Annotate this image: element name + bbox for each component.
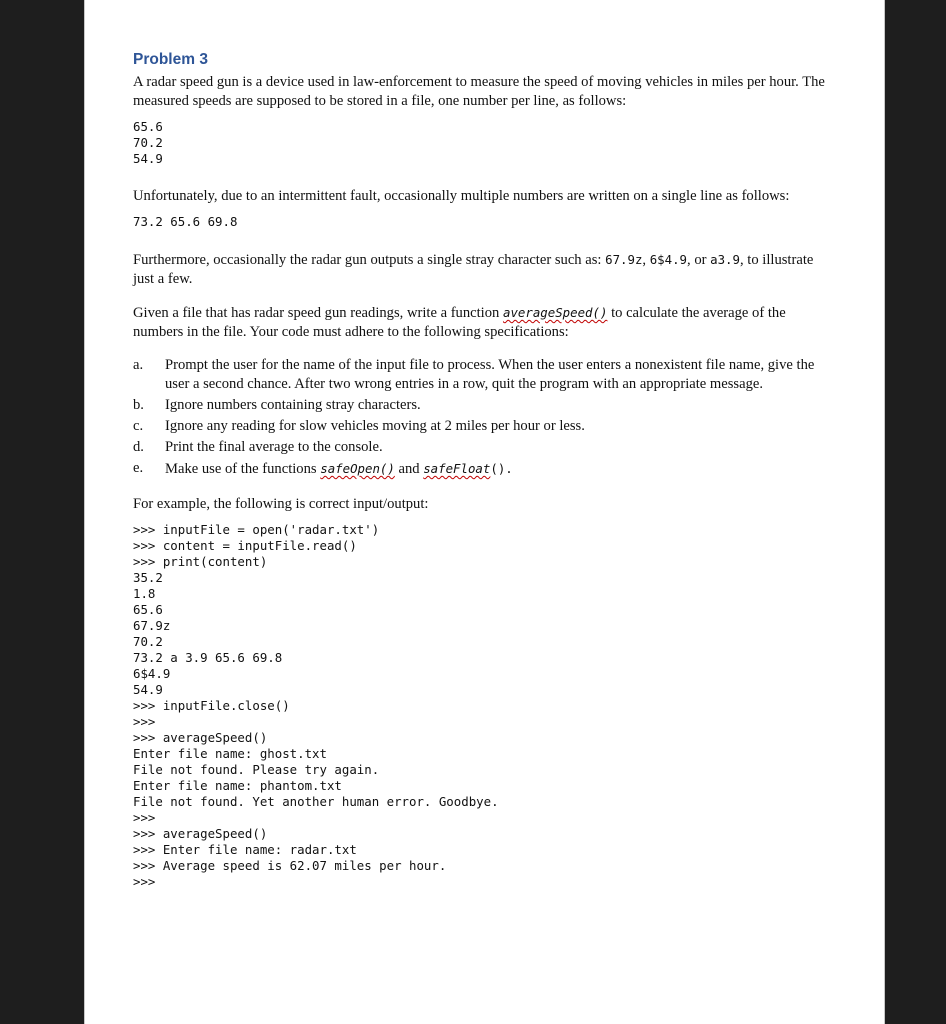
- session-line: 65.6: [133, 602, 163, 617]
- spec-item: d. Print the final average to the console.: [133, 439, 383, 455]
- sample-line: 70.2: [133, 135, 163, 150]
- specifications-list: [133, 356, 838, 479]
- problem-title: Problem 3: [133, 51, 208, 68]
- session-line: >>>: [133, 874, 156, 889]
- stray-example: a3.9: [710, 252, 740, 267]
- document-content: [133, 50, 838, 890]
- session-line: >>> inputFile = open('radar.txt'): [133, 522, 380, 537]
- session-line: 70.2: [133, 634, 163, 649]
- fault-paragraph: Unfortunately, due to an intermittent fault, occasionally multiple numbers are written on a single line as follows:: [133, 188, 790, 204]
- spec-item: a. Prompt the user for the name of the input file to process. When the user enters a nonexistent file name, give the user a second chance. After two wrong entries in a row, quit the program with an appropriate message.: [133, 357, 815, 392]
- session-line: 6$4.9: [133, 666, 171, 681]
- session-line: 67.9z: [133, 618, 171, 633]
- interactive-session: [133, 522, 838, 890]
- session-line: 35.2: [133, 570, 163, 585]
- function-name: safeOpen(): [320, 461, 395, 476]
- stray-sep: , or: [687, 252, 711, 268]
- stray-text: Furthermore, occasionally the radar gun outputs a single stray character such as:: [133, 252, 606, 268]
- session-line: 54.9: [133, 682, 163, 697]
- session-line: >>>: [133, 810, 156, 825]
- session-line: >>> content = inputFile.read(): [133, 538, 357, 553]
- stray-example: 67.9z: [605, 252, 643, 267]
- task-paragraph: [133, 303, 838, 342]
- spec-item: e. Make use of the functions safeOpen() and safeFloat().: [133, 460, 513, 477]
- sample-line: 65.6: [133, 119, 163, 134]
- document-page: [84, 0, 885, 1024]
- spec-item: b. Ignore numbers containing stray characters.: [133, 397, 421, 413]
- intro-paragraph: A radar speed gun is a device used in law-enforcement to measure the speed of moving vehicles in miles per hour. The measured speeds are supposed to be stored in a file, one number per line, as follows:: [133, 74, 825, 109]
- function-name: safeFloat: [423, 461, 491, 476]
- sample-line: 73.2 65.6 69.8: [133, 214, 238, 229]
- sample-file-multi-per-line: [133, 214, 838, 230]
- session-line: File not found. Yet another human error. Goodbye.: [133, 794, 499, 809]
- session-line: 1.8: [133, 586, 156, 601]
- session-line: Enter file name: ghost.txt: [133, 746, 327, 761]
- task-text: to calculate the average of the numbers in the file. Your code must adhere to the following specifications:: [133, 305, 786, 340]
- session-line: >>>: [133, 714, 156, 729]
- session-line: >>> Average speed is 62.07 miles per hour.: [133, 858, 447, 873]
- sample-file-one-per-line: [133, 119, 838, 167]
- spec-item: c. Ignore any reading for slow vehicles moving at 2 miles per hour or less.: [133, 418, 585, 434]
- session-line: >>> Enter file name: radar.txt: [133, 842, 357, 857]
- session-line: >>> averageSpeed(): [133, 826, 268, 841]
- session-line: >>> inputFile.close(): [133, 698, 290, 713]
- session-line: Enter file name: phantom.txt: [133, 778, 342, 793]
- sample-line: 54.9: [133, 151, 163, 166]
- session-line: >>> print(content): [133, 554, 268, 569]
- session-line: File not found. Please try again.: [133, 762, 380, 777]
- session-line: 73.2 a 3.9 65.6 69.8: [133, 650, 283, 665]
- function-name: averageSpeed(): [502, 305, 608, 320]
- stray-sep: ,: [642, 252, 650, 268]
- stray-text: , to illustrate just a few.: [133, 252, 814, 287]
- stray-example: 6$4.9: [649, 252, 688, 267]
- example-intro: For example, the following is correct input/output:: [133, 496, 429, 512]
- stray-paragraph: [133, 250, 838, 289]
- task-text: Given a file that has radar speed gun readings, write a function: [133, 305, 503, 321]
- session-line: >>> averageSpeed(): [133, 730, 268, 745]
